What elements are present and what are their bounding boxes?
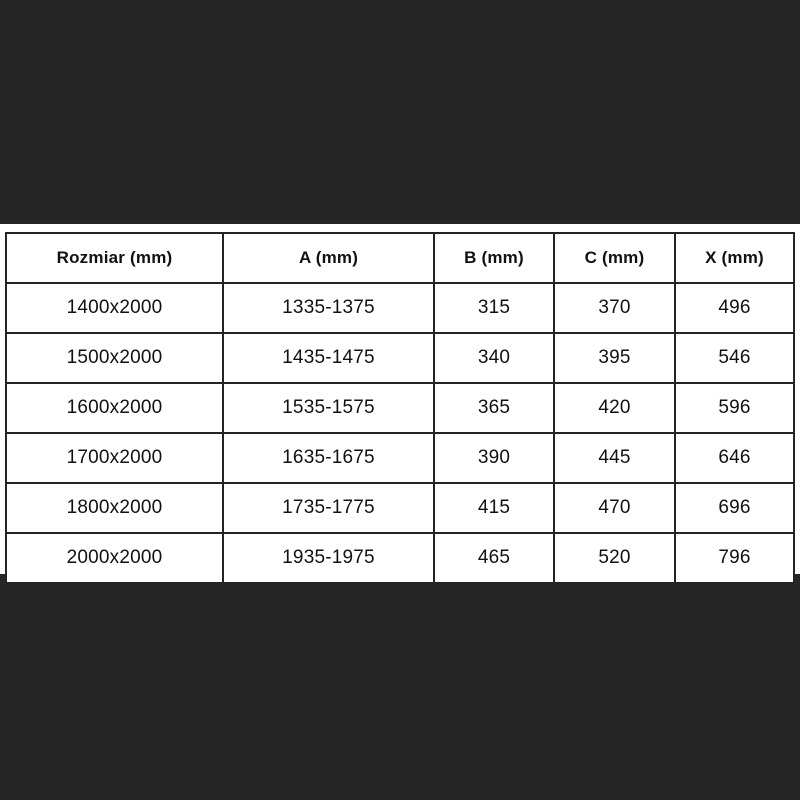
cell-b: 415 xyxy=(434,483,554,533)
cell-x: 796 xyxy=(675,533,794,583)
cell-x: 646 xyxy=(675,433,794,483)
cell-b: 315 xyxy=(434,283,554,333)
cell-a: 1535-1575 xyxy=(223,383,434,433)
cell-b: 390 xyxy=(434,433,554,483)
cell-c: 395 xyxy=(554,333,675,383)
dimensions-table xyxy=(5,232,795,584)
cell-c: 370 xyxy=(554,283,675,333)
column-header-rozmiar: Rozmiar (mm) xyxy=(6,233,223,283)
cell-c: 470 xyxy=(554,483,675,533)
cell-x: 696 xyxy=(675,483,794,533)
cell-rozmiar: 1600x2000 xyxy=(6,383,223,433)
cell-a: 1335-1375 xyxy=(223,283,434,333)
cell-rozmiar: 2000x2000 xyxy=(6,533,223,583)
cell-x: 496 xyxy=(675,283,794,333)
cell-b: 365 xyxy=(434,383,554,433)
table-row xyxy=(6,483,794,533)
column-header-x: X (mm) xyxy=(675,233,794,283)
cell-c: 520 xyxy=(554,533,675,583)
table-row xyxy=(6,383,794,433)
table-row xyxy=(6,433,794,483)
cell-x: 546 xyxy=(675,333,794,383)
cell-rozmiar: 1400x2000 xyxy=(6,283,223,333)
cell-c: 420 xyxy=(554,383,675,433)
cell-a: 1635-1675 xyxy=(223,433,434,483)
column-header-b: B (mm) xyxy=(434,233,554,283)
cell-a: 1735-1775 xyxy=(223,483,434,533)
cell-b: 465 xyxy=(434,533,554,583)
cell-rozmiar: 1500x2000 xyxy=(6,333,223,383)
table-row xyxy=(6,283,794,333)
table-header xyxy=(6,233,794,283)
cell-a: 1435-1475 xyxy=(223,333,434,383)
column-header-c: C (mm) xyxy=(554,233,675,283)
cell-x: 596 xyxy=(675,383,794,433)
table-panel xyxy=(0,224,800,574)
column-header-a: A (mm) xyxy=(223,233,434,283)
table-row xyxy=(6,533,794,583)
cell-rozmiar: 1800x2000 xyxy=(6,483,223,533)
table-body xyxy=(6,283,794,583)
table-row xyxy=(6,333,794,383)
cell-c: 445 xyxy=(554,433,675,483)
cell-a: 1935-1975 xyxy=(223,533,434,583)
header-row xyxy=(6,233,794,283)
cell-b: 340 xyxy=(434,333,554,383)
cell-rozmiar: 1700x2000 xyxy=(6,433,223,483)
